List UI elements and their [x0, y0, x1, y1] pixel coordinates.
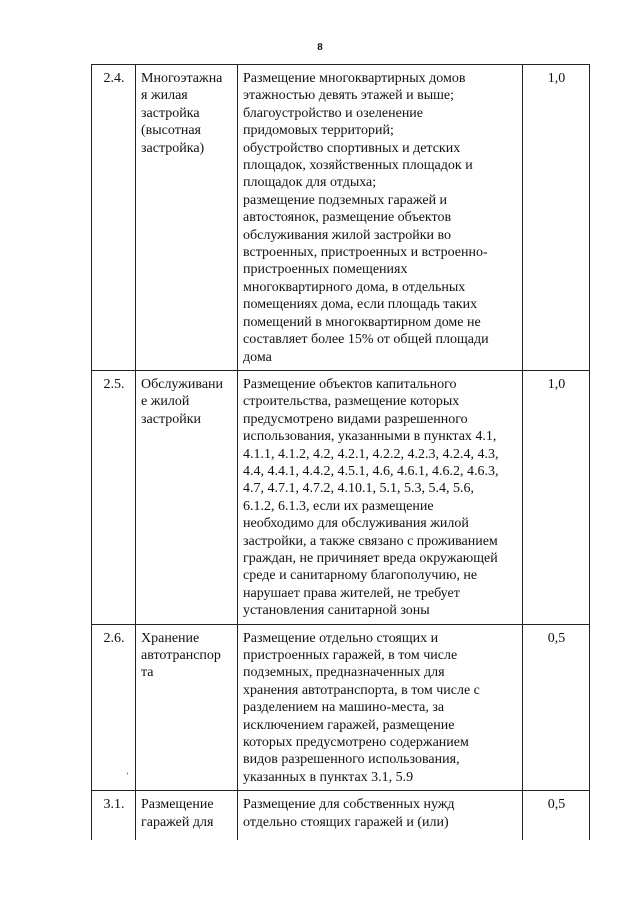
row-number-text: 3.1. [103, 797, 125, 813]
land-use-description-line: видов разрешенного использования, [243, 752, 460, 768]
land-use-description-line: использования, указанными в пунктах 4.1, [243, 429, 497, 445]
row-number [92, 791, 136, 841]
land-use-description-line: Размещение отдельно стоящих и [243, 630, 439, 646]
land-use-description-line: строительства, размещение которых [243, 394, 460, 410]
land-use-description-line: предусмотрено видами разрешенного [243, 411, 468, 427]
land-use-description-line: разделением на машино-места, за [243, 700, 445, 716]
land-use-name-line: Обслуживани [141, 376, 224, 392]
land-use-description-line: помещений в многоквартирном доме не [243, 314, 481, 330]
table-row [92, 370, 590, 624]
land-use-description-line: многоквартирного дома, в отдельных [243, 279, 466, 295]
land-use-description-line: указанных в пунктах 3.1, 5.9 [243, 769, 414, 785]
land-use-description-line: подземных, предназначенных для [243, 665, 445, 681]
land-use-description [238, 791, 523, 841]
land-use-name-line: е жилой [141, 394, 190, 410]
land-use-description-line: установления санитарной зоны [243, 603, 430, 619]
land-use-name-line: застройка) [141, 140, 205, 156]
land-use-description [238, 624, 523, 791]
land-use-description-line: среде и санитарному благополучию, не [243, 568, 478, 584]
land-use-description-line: автостоянок, размещение объектов [243, 210, 452, 226]
land-use-description-line: 4.7, 4.7.1, 4.7.2, 4.10.1, 5.1, 5.3, 5.4, 5.6, [243, 481, 474, 497]
land-use-description [238, 370, 523, 624]
land-use-description-line: 4.1.1, 4.1.2, 4.2, 4.2.1, 4.2.2, 4.2.3, 4.2.4, 4.3, [243, 446, 499, 462]
land-use-name [136, 624, 238, 791]
land-use-description-line: необходимо для обслуживания жилой [243, 516, 469, 532]
row-number-text: 2.4. [103, 71, 125, 86]
coefficient-text: 1,0 [547, 376, 566, 392]
table-row [92, 791, 590, 841]
land-use-description-line: пристроенных помещениях [243, 262, 408, 278]
table-row [92, 65, 590, 371]
land-use-description-line: Размещение многоквартирных домов [243, 71, 466, 86]
coefficient-text: 0,5 [547, 797, 566, 813]
row-number-text: 2.6. [103, 630, 125, 646]
land-use-description-line: хранения автотранспорта, в том числе с [243, 682, 480, 698]
land-use-description-line: Размещение объектов капитального [243, 376, 457, 392]
land-use-description-line: отдельно стоящих гаражей и (или) [243, 814, 449, 830]
land-use-table [91, 64, 590, 840]
land-use-description-line: площадок для отдыха; [243, 175, 377, 191]
land-use-description-line: граждан, не причиняет вреда окружающей [243, 550, 498, 566]
land-use-name-line: Многоэтажна [141, 71, 223, 86]
row-number [92, 370, 136, 624]
coefficient-value [523, 370, 590, 624]
coefficient-value [523, 65, 590, 371]
land-use-description-line: этажностью девять этажей и выше; [243, 88, 455, 104]
coefficient-value [523, 791, 590, 841]
land-use-description-line: 6.1.2, 6.1.3, если их размещение [243, 498, 434, 514]
land-use-description-line: исключением гаражей, размещение [243, 717, 455, 733]
scan-margin-mark: ’ [126, 771, 129, 781]
land-use-description-line: составляет более 15% от общей площади [243, 332, 489, 348]
land-use-name-line: я жилая [141, 88, 188, 104]
coefficient-value [523, 624, 590, 791]
land-use-name-line: гаражей для [141, 814, 214, 830]
land-use-description-line: благоустройство и озеленение [243, 105, 424, 121]
land-use-description-line: 4.4, 4.4.1, 4.4.2, 4.5.1, 4.6, 4.6.1, 4.6.2, 4.6.3, [243, 463, 499, 479]
row-number [92, 65, 136, 371]
land-use-description [238, 65, 523, 371]
land-use-name-line: автотранспор [141, 648, 221, 663]
land-use-name-line: (высотная [141, 123, 201, 139]
land-use-name [136, 65, 238, 371]
land-use-description-line: пристроенных гаражей, в том числе [243, 648, 458, 663]
land-use-name-line: застройки [141, 411, 202, 427]
row-number-text: 2.5. [103, 376, 125, 392]
land-use-name-line: Размещение [141, 797, 214, 813]
land-use-description-line: обслуживания жилой застройки во [243, 227, 452, 243]
page-number: 8 [317, 41, 323, 53]
land-use-description-line: обустройство спортивных и детских [243, 140, 461, 156]
land-use-description-line: размещение подземных гаражей и [243, 192, 448, 208]
table-body [92, 65, 590, 841]
land-use-description-line: придомовых территорий; [243, 123, 394, 139]
land-use-name [136, 370, 238, 624]
coefficient-text: 1,0 [547, 71, 566, 86]
land-use-name-line: Хранение [141, 630, 200, 646]
land-use-name-line: застройка [141, 105, 200, 121]
land-use-description-line: помещениях дома, если площадь таких [243, 297, 478, 313]
land-use-description-line: застройки, а также связано с проживанием [243, 533, 498, 549]
land-use-description-line: нарушает права жителей, не требует [243, 585, 460, 601]
row-number [92, 624, 136, 791]
land-use-name-line: та [141, 665, 154, 681]
table-row [92, 624, 590, 791]
land-use-description-line: встроенных, пристроенных и встроенно- [243, 245, 488, 261]
land-use-name [136, 791, 238, 841]
coefficient-text: 0,5 [547, 630, 566, 646]
land-use-description-line: Размещение для собственных нужд [243, 797, 455, 813]
land-use-description-line: дома [243, 349, 272, 365]
land-use-description-line: которых предусмотрено содержанием [243, 735, 469, 751]
land-use-description-line: площадок, хозяйственных площадок и [243, 158, 473, 174]
